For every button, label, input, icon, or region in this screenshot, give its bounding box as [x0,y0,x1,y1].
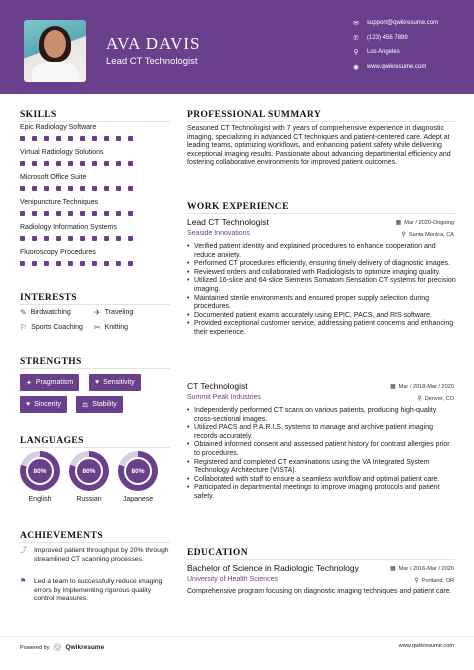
skill-level-dot [128,236,133,241]
language-progress-ring [20,451,60,491]
school-name: University of Health Sciences [187,576,279,583]
skill-level-dot [68,161,73,166]
language-level: 80% [124,457,152,485]
skill-level-dot [92,186,97,191]
calendar-icon: ▦ [389,384,396,390]
divider [20,368,170,369]
strength-tag: ♥ Sensitivity [89,374,141,391]
language-level: 80% [75,457,103,485]
skill-level-dot [32,186,37,191]
skill-level-dot [32,261,37,266]
profile-photo [24,20,86,82]
skill-level-bar [20,236,133,241]
divider [20,542,170,543]
education-location: ⚲ Portland, OR [414,577,454,584]
skill-level-dot [44,211,49,216]
strength-tag: ⚖ Stability [76,396,123,413]
footer-powered: Powered by Ⓠ Qwikresume [20,643,105,652]
skill-level-dot [44,236,49,241]
skill-level-dot [92,261,97,266]
languages-heading: LANGUAGES [20,436,84,446]
skill-level-dot [44,136,49,141]
skill-level-dot [80,211,85,216]
skill-level-dot [116,136,121,141]
email-icon: ✉ [353,20,359,27]
skill-level-dot [92,161,97,166]
strength-tag: ♥ Sincerity [20,396,67,413]
summary-heading: PROFESSIONAL SUMMARY [187,110,322,120]
divider [20,447,170,448]
skill-level-dot [80,136,85,141]
skill-level-bar [20,261,133,266]
skill-level-dot [56,261,61,266]
experience-heading: WORK EXPERIENCE [187,202,289,212]
achievement-item: ⤴ Improved patient throughput by 20% through streamlined CT scanning processes. [20,547,169,563]
divider [20,304,170,305]
job-location: ⚲ Denver, CO [417,395,454,402]
skill-level-dot [104,186,109,191]
skill-level-dot [116,186,121,191]
heart-icon: ♥ [26,401,31,408]
bullet: • Utilized PACS and P.A.R.I.S. systems to manage and archive patient imaging records accurately. [187,424,457,441]
contact-phone: ✆ (123) 456 7899 [353,35,408,42]
phone-icon: ✆ [353,35,359,42]
candidate-role: Lead CT Technologist [106,56,198,67]
skill-level-dot [128,211,133,216]
interest-item: ✎ Birdwatching [20,308,71,317]
skill-level-dot [44,261,49,266]
language-name: English [28,496,52,503]
degree: Bachelor of Science in Radiologic Technology [187,563,359,573]
skill-name: Fluoroscopy Procedures [20,249,96,256]
language-progress-ring [69,451,109,491]
achievements-heading: ACHIEVEMENTS [20,531,103,541]
language-progress-ring [118,451,158,491]
location-pin-icon: ⚲ [353,49,359,56]
achievement-item: ⚑ Led a team to successfully reduce imaging errors by implementing rigorous quality control measures. [20,578,163,603]
skill-level-dot [56,161,61,166]
plane-icon: ✈ [94,308,101,317]
education-dates: ▦ Mar / 2016-Mar / 2020 [389,565,454,572]
divider [20,121,170,122]
heart-icon: ♥ [95,379,100,386]
skill-level-dot [44,186,49,191]
skill-level-dot [20,161,25,166]
footer-website[interactable]: www.qwikresume.com [398,643,454,649]
contact-email[interactable]: ✉ support@qwikresume.com [353,20,439,27]
bullet: • Participated in departmental meetings to improve imaging protocols and patient safety. [187,484,457,501]
skill-level-dot [32,136,37,141]
divider [187,213,455,214]
skill-level-dot [128,161,133,166]
candidate-name: AVA DAVIS [106,34,201,53]
calendar-icon: ▦ [395,220,402,226]
bullet: • Performed CT procedures efficiently, ensuring timely delivery of diagnostic images. [187,260,457,269]
interests-heading: INTERESTS [20,293,77,303]
education-text: Comprehensive program focusing on diagnostic imaging techniques and patient care. [187,588,452,595]
divider [187,121,455,122]
skill-level-dot [68,211,73,216]
skill-level-dot [92,211,97,216]
skill-level-dot [20,136,25,141]
skill-level-dot [32,161,37,166]
skill-name: Virtual Radiology Solutions [20,149,104,156]
team-icon: ⚑ [20,578,27,585]
bullet: • Reviewed orders and collaborated with Radiologists to optimize imaging quality. [187,269,457,278]
skill-level-dot [128,186,133,191]
skill-level-dot [116,261,121,266]
job-dates: ▦ Mar / 2018-Mar / 2020 [389,383,454,390]
skill-level-dot [80,261,85,266]
contact-website[interactable]: ◉ www.qwikresume.com [353,64,427,71]
calendar-icon: ▦ [389,566,396,572]
bullet: • Utilized 16-slice and 64-slice Siemens Somatom Sensation CT systems for precision imaging. [187,277,457,294]
whistle-icon: ⚐ [20,323,28,332]
skill-level-dot [20,186,25,191]
skill-level-dot [80,161,85,166]
bullet: • Collaborated with staff to ensure a seamless workflow and optimal patient care. [187,476,457,485]
skill-level-dot [104,261,109,266]
interest-item: ⚐ Sports Coaching [20,323,83,332]
skill-level-dot [128,136,133,141]
skill-level-dot [116,161,121,166]
interest-item: ✈ Traveling [94,308,134,317]
skill-level-dot [20,211,25,216]
skill-level-dot [128,261,133,266]
skill-level-dot [56,186,61,191]
bullet: • Independently performed CT scans on various patients, producing high-quality cross-sectional images. [187,407,457,424]
qwikresume-logo-icon: Ⓠ [53,643,62,652]
skill-level-dot [68,236,73,241]
divider [187,559,455,560]
skill-level-dot [116,211,121,216]
contact-location: ⚲ Los Angeles [353,49,400,56]
language-level: 80% [26,457,54,485]
skill-level-bar [20,211,133,216]
location-pin-icon: ⚲ [414,578,419,584]
job-bullets [187,407,457,502]
skill-level-dot [80,236,85,241]
skill-level-dot [116,236,121,241]
skill-level-dot [68,186,73,191]
skill-level-dot [80,186,85,191]
skill-level-dot [32,236,37,241]
skill-level-dot [44,161,49,166]
job-title: Lead CT Technologist [187,217,269,227]
summary-text: Seasoned CT Technologist with 7 years of comprehensive experience in diagnostic imaging, specializing in advanced CT techniques and patient-centered care. Adept at leading teams, optimizing workflows, and enhancing patient safety while delivering exceptional imaging results. Passionate about advancing departmental efficiency and fostering collaborative environments for improved patient outcomes. [187,125,451,167]
skill-level-bar [20,136,133,141]
skill-level-bar [20,186,133,191]
lightbulb-icon: ✦ [26,379,32,387]
company-name: Seaside Innovations [187,230,251,237]
location-pin-icon: ⚲ [417,396,422,402]
skill-level-dot [104,236,109,241]
bullet: • Maintained sterile environments and ensured proper supply selection during procedures. [187,295,457,312]
job-bullets [187,243,457,338]
skill-level-dot [68,261,73,266]
bullet: • Obtained informed consent and assessed patient history for contrast allergies prior to procedures. [187,441,457,458]
job-title: CT Technologist [187,381,248,391]
skill-level-dot [68,136,73,141]
yarn-icon: ✂ [94,323,101,332]
skill-level-dot [56,136,61,141]
skill-level-dot [104,211,109,216]
skill-level-dot [56,211,61,216]
language-name: Japanese [122,496,154,503]
language-name: Russian [76,496,102,503]
skill-level-dot [92,136,97,141]
job-location: ⚲ Santa Monica, CA [401,231,454,238]
skill-name: Radiology Information Systems [20,224,117,231]
footer-divider [0,636,474,637]
job-dates: ▦ Mar / 2020-Ongoing [395,219,454,226]
bullet: • Provided exceptional customer service, addressing patient concerns and enhancing their experience. [187,320,457,337]
bullet: • Verified patient identity and explained procedures to enhance cooperation and reduce anxiety. [187,243,457,260]
strengths-heading: STRENGTHS [20,357,82,367]
skill-name: Epic Radiology Software [20,124,97,131]
trend-icon: ⤴ [20,547,27,554]
globe-icon: ◉ [353,64,359,71]
skills-heading: SKILLS [20,110,57,120]
skill-level-dot [32,211,37,216]
skill-level-dot [56,236,61,241]
bird-icon: ✎ [20,308,27,317]
company-name: Summit Peak Industries [187,394,261,401]
skill-name: Microsoft Office Suite [20,174,87,181]
skill-level-dot [92,236,97,241]
skill-level-dot [20,236,25,241]
interest-item: ✂ Knitting [94,323,129,332]
bullet: • Documented patient exams accurately using EPIC, PACS, and RIS software. [187,312,457,321]
location-pin-icon: ⚲ [401,232,406,238]
strength-tag: ✦ Pragmatism [20,374,79,391]
skill-level-dot [20,261,25,266]
education-heading: EDUCATION [187,548,248,558]
skill-level-dot [104,161,109,166]
balance-icon: ⚖ [82,401,89,409]
bullet: • Registered and completed CT examinations using the VA Integrated System Technology Architecture (VISTA). [187,459,457,476]
skill-level-bar [20,161,133,166]
skill-level-dot [104,136,109,141]
skill-name: Venipuncture Techniques [20,199,99,206]
